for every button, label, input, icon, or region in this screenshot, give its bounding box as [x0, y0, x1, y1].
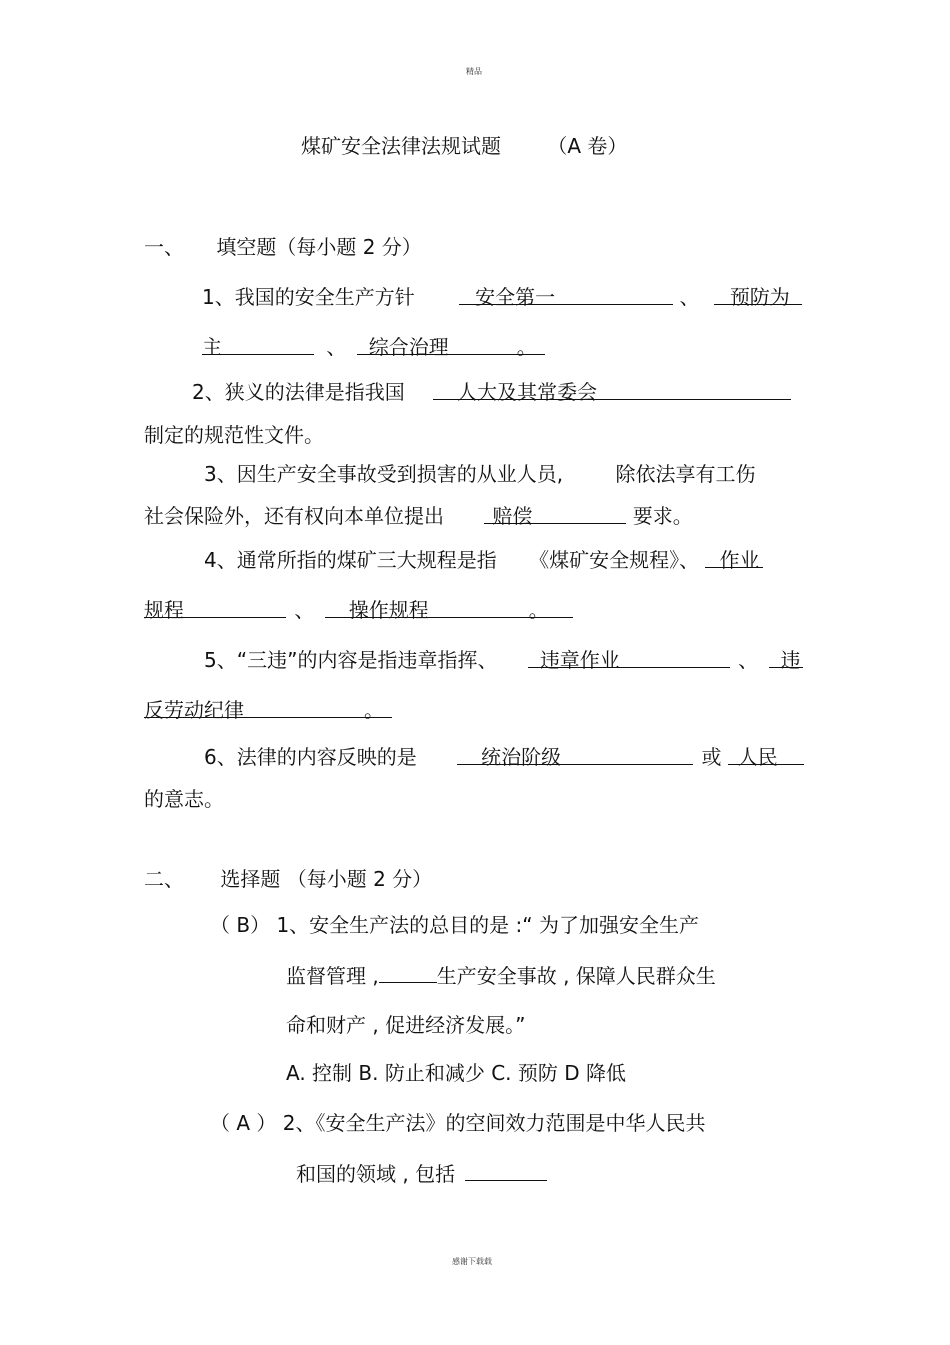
fill-q4-line1 [204, 547, 763, 573]
fill-q3-line1 [204, 461, 755, 487]
choice-q2-text: 2、《安全生产法》的空间效力范围是中华人民共 [282, 1111, 706, 1135]
fill-q3-text: 3、因生产安全事故受到损害的从业人员, [204, 462, 564, 486]
fill-q3-text3: 社会保险外，还有权向本单位提出 [144, 504, 444, 528]
fill-q5-text: 5、“三违”的内容是指违章指挥、 [204, 648, 498, 672]
fill-q6-answer2: 人民 [728, 744, 804, 765]
fill-q4-line2 [144, 597, 573, 623]
fill-q1-line2 [202, 334, 545, 360]
fill-q5-answer1: 违章作业 [528, 647, 730, 668]
choice-q2-line1 [210, 1110, 706, 1136]
choice-q2-answer: （ A ） [210, 1111, 277, 1135]
choice-q1-line1 [210, 912, 699, 938]
choice-q1-blank [379, 962, 437, 983]
section2-heading [144, 866, 432, 892]
fill-q2-answer: 人大及其常委会 [433, 379, 791, 400]
choice-q1-options: A. 控制 B. 防止和减少 C. 预防 D 降低 [286, 1061, 626, 1085]
fill-q2-text: 2、狭义的法律是指我国 [192, 380, 405, 404]
fill-q1-answer2a: 预防为 [714, 284, 802, 305]
section2-title: 选择题 （每小题 2 分） [220, 867, 433, 891]
section1-title: 填空题（每小题 2 分） [216, 235, 422, 259]
fill-q6-line1 [204, 744, 804, 770]
fill-q3-line2 [144, 503, 693, 529]
section1-number: 一、 [144, 235, 184, 259]
page-title [301, 133, 627, 159]
fill-q4-answer1b: 规程 [144, 597, 286, 618]
choice-q2-text2: 和国的领域 , 包括 [296, 1162, 456, 1186]
fill-q3-text2: 除依法享有工伤 [615, 462, 756, 486]
choice-q2-blank [465, 1160, 547, 1181]
fill-q5-sep: 、 [738, 648, 759, 672]
title-volume: （A 卷） [547, 134, 628, 158]
fill-q4-answer1a: 作业 [705, 547, 763, 568]
choice-q1-answer: （ B） [210, 913, 271, 937]
fill-q5-answer2a: 违 [769, 647, 803, 668]
fill-q4-text2: 《煤矿安全规程》、 [529, 548, 700, 572]
choice-q1-text: 1、安全生产法的总目的是 :“ 为了加强安全生产 [276, 913, 699, 937]
choice-q1-line3: 命和财产 , 促进经济发展。” [286, 1013, 526, 1037]
fill-q4-answer2: 操作规程 。 [325, 597, 573, 618]
fill-q6-line2: 的意志。 [144, 787, 224, 811]
fill-q1-answer1: 安全第一 [459, 284, 673, 305]
fill-q6-or: 或 [701, 745, 722, 769]
section2-number: 二、 [144, 867, 184, 891]
fill-q1-answer2b: 主 [202, 334, 314, 355]
fill-q3-answer: 赔偿 [484, 503, 626, 524]
fill-q6-text: 6、法律的内容反映的是 [204, 745, 417, 769]
fill-q1-sep2: 、 [326, 335, 347, 359]
fill-q5-answer2b: 反劳动纪律 。 [144, 697, 392, 718]
fill-q1-text: 1、我国的安全生产方针 [202, 285, 415, 309]
choice-q1-text2b: 生产安全事故 , 保障人民群众生 [436, 964, 716, 988]
footer-mark: 感谢下载载 [452, 1257, 492, 1266]
fill-q1-sep: 、 [679, 285, 700, 309]
choice-q1-line2 [286, 962, 716, 989]
section1-heading [144, 234, 422, 260]
fill-q4-text: 4、通常所指的煤矿三大规程是指 [204, 548, 497, 572]
choice-q2-line2 [296, 1160, 547, 1187]
fill-q6-answer1: 统治阶级 [457, 744, 693, 765]
fill-q1-answer3: 综合治理 。 [357, 334, 545, 355]
fill-q2-line1 [192, 379, 791, 405]
fill-q5-line1 [204, 647, 803, 673]
fill-q3-end: 要求。 [632, 504, 693, 528]
fill-q4-sep: 、 [294, 598, 315, 622]
fill-q2-line2: 制定的规范性文件。 [144, 423, 324, 447]
header-mark: 精品 [466, 67, 482, 76]
fill-q1-line1 [202, 284, 802, 310]
choice-q1-text2a: 监督管理 , [286, 964, 379, 988]
title-main: 煤矿安全法律法规试题 [301, 134, 501, 158]
fill-q5-line2 [144, 697, 392, 723]
